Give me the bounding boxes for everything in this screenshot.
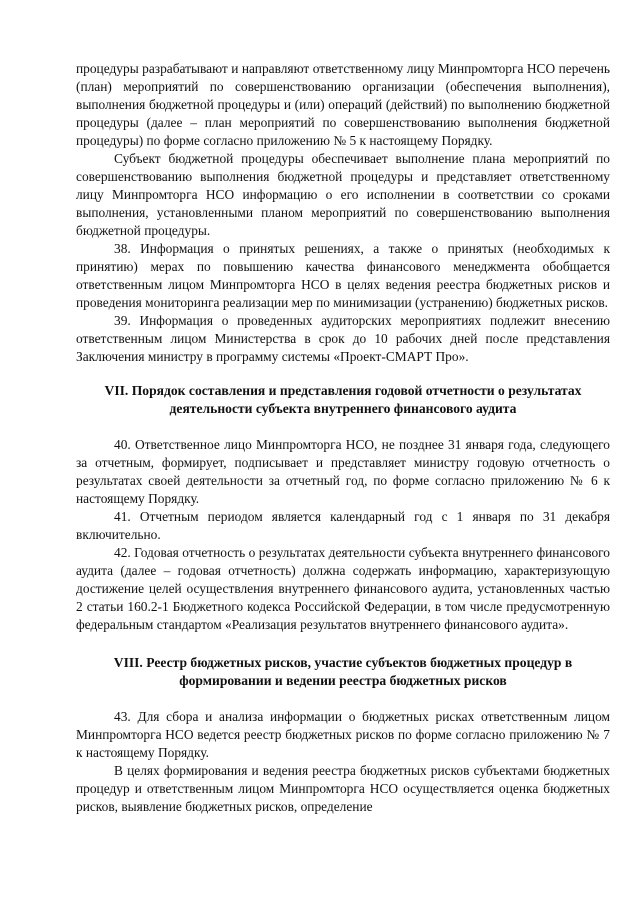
- paragraph-43: 43. Для сбора и анализа информации о бюджетных рисках ответственным лицом Минпромторга НСО ведется реестр бюджетных рисков по форме согласно приложению № 7 к настоящему Порядку.: [76, 709, 610, 760]
- paragraph-plan-execution: Субъект бюджетной процедуры обеспечивает выполнение плана мероприятий по совершенствованию выполнения бюджетной процедуры и представляет ответственному лицу Минпромторга НСО информацию о его исполнении в соответствии со сроками выполнения, установленными планом мероприятий по совершенствованию выполнения бюджетной процедуры.: [76, 151, 610, 238]
- paragraph-39: 39. Информация о проведенных аудиторских мероприятиях подлежит внесению ответственным лицом Министерства в срок до 10 рабочих дней после представления Заключения министру в программу системы «Проект-СМАРТ Про».: [76, 313, 610, 364]
- paragraph-40: 40. Ответственное лицо Минпромторга НСО, не позднее 31 января года, следующего за отчетным, формирует, подписывает и представляет министру годовую отчетность о результатах своей деятельности за отчетный год, по форме согласно приложению № 6 к настоящему Порядку.: [76, 437, 610, 506]
- paragraph-continuation: процедуры разрабатывают и направляют ответственному лицу Минпромторга НСО перечень (план) мероприятий по совершенствованию организации (обеспечения выполнения), выполнения бюджетной процедуры и (или) операций (действий) по выполнению бюджетной процедуры (далее – план мероприятий по совершенствованию выполнения бюджетной процедуры) по форме согласно приложению № 5 к настоящему Порядку.: [76, 61, 610, 148]
- section-7-heading: [76, 382, 610, 418]
- section-7-heading-line-1: VII. Порядок составления и представления годовой отчетности о результатах: [104, 383, 582, 398]
- section-8-heading: [76, 654, 610, 690]
- paragraph-42: 42. Годовая отчетность о результатах деятельности субъекта внутреннего финансового аудита (далее – годовая отчетность) должна содержать информацию, характеризующую достижение целей осуществления внутреннего финансового аудита, установленных частью 2 статьи 160.2-1 Бюджетного кодекса Российской Федерации, в том числе предусмотренную федеральным стандартом «Реализация результатов внутреннего финансового аудита».: [76, 545, 610, 632]
- paragraph-38: 38. Информация о принятых решениях, а также о принятых (необходимых к принятию) мерах по повышению качества финансового менеджмента обобщается ответственным лицом Минпромторга НСО в целях ведения реестра бюджетных рисков и проведения мониторинга реализации мер по минимизации (устранению) бюджетных рисков.: [76, 241, 610, 310]
- section-7-heading-line-2: деятельности субъекта внутреннего финансового аудита: [169, 401, 517, 416]
- section-8-heading-line-2: формировании и ведении реестра бюджетных рисков: [179, 673, 507, 688]
- section-8-heading-line-1: VIII. Реестр бюджетных рисков, участие субъектов бюджетных процедур в: [113, 655, 573, 670]
- paragraph-41: 41. Отчетным периодом является календарный год с 1 января по 31 декабря включительно.: [76, 509, 610, 542]
- document-page: [76, 60, 610, 816]
- paragraph-risk-register: В целях формирования и ведения реестра бюджетных рисков субъектами бюджетных процедур и ответственным лицом Минпромторга НСО осуществляется оценка бюджетных рисков, выявление бюджетных рисков, определение: [76, 763, 610, 814]
